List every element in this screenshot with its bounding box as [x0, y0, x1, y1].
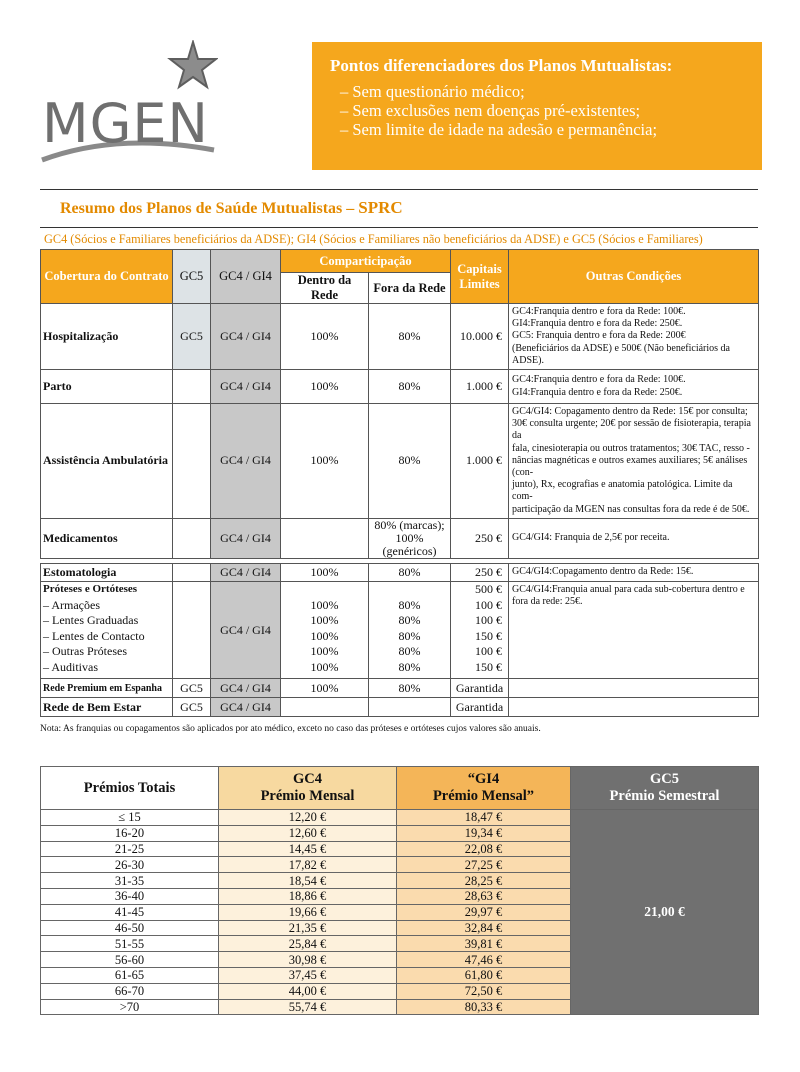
gc4-cell: GC4 / GI4 — [211, 698, 281, 717]
capital-value: 100 € — [475, 644, 502, 658]
fora-value: 80% — [398, 597, 421, 612]
gc5-cell — [173, 518, 211, 558]
gi4-premium-cell: 22,08 € — [397, 841, 571, 857]
gc5-cell — [173, 564, 211, 582]
col-fora: Fora da Rede — [369, 273, 451, 304]
outras-line: fora da rede: 25€. — [512, 596, 583, 608]
gc4-premium-cell: 55,74 € — [219, 999, 397, 1015]
outras-line: GC4/GI4: Copagamento dentro da Rede: 15€ por consulta; — [512, 406, 748, 418]
highlights-title: Pontos diferenciadores dos Planos Mutualistas: — [330, 56, 673, 75]
capital-cell: 250 € — [451, 564, 509, 582]
gc5-cell: GC5 — [173, 698, 211, 717]
fora-cell: 80% — [369, 679, 451, 698]
gc4-cell: GC4 / GI4 — [211, 304, 281, 370]
gc4-cell: GC4 / GI4 — [211, 404, 281, 519]
col-gc4-line: GC4 — [293, 771, 322, 787]
outras-cell — [509, 404, 759, 519]
capital-value: 100 € — [475, 597, 502, 612]
gi4-premium-cell: 32,84 € — [397, 920, 571, 936]
fora-cell — [369, 698, 451, 717]
gi4-premium-cell: 47,46 € — [397, 952, 571, 968]
logo-text: MGEN — [42, 92, 209, 155]
gc4-premium-cell: 12,20 € — [219, 810, 397, 826]
age-cell: 61-65 — [41, 967, 219, 983]
outras-line: GC4:Franquia dentro e fora da Rede: 100€. — [512, 306, 686, 317]
col-gi4 — [397, 767, 571, 810]
age-cell: 66-70 — [41, 983, 219, 999]
age-cell: 21-25 — [41, 841, 219, 857]
outras-line: GI4:Franquia dentro e fora da Rede: 250€. — [512, 318, 683, 330]
table-row — [41, 304, 759, 370]
capital-cell: 1.000 € — [451, 370, 509, 404]
fora-value: 80% — [398, 613, 421, 627]
gc4-cell: GC4 / GI4 — [211, 564, 281, 582]
age-cell: 36-40 — [41, 888, 219, 904]
mgen-logo — [38, 40, 218, 170]
outras-cell — [509, 679, 759, 698]
dentro-cell — [281, 698, 369, 717]
dentro-cell: 100% — [281, 564, 369, 582]
age-cell: 46-50 — [41, 920, 219, 936]
gc5-cell: GC5 — [173, 679, 211, 698]
gi4-premium-cell: 39,81 € — [397, 936, 571, 952]
outras-line: GC4:Franquia dentro e fora da Rede: 100€. — [512, 374, 686, 386]
fora-cell: 80% — [369, 370, 451, 404]
capital-value: 150 € — [475, 659, 502, 674]
gi4-premium-cell: 80,33 € — [397, 999, 571, 1015]
outras-line: GC4/GI4:Franquia anual para cada sub-cobertura dentro e — [512, 584, 745, 595]
row-label: Medicamentos — [41, 518, 173, 558]
outras-line: fala, cinesioterapia ou outros tratamentos; 30€ TAC, resso - — [512, 442, 750, 454]
gi4-premium-cell: 61,80 € — [397, 967, 571, 983]
fora-value: 80% — [398, 659, 421, 674]
age-cell: >70 — [41, 999, 219, 1015]
col-gc4 — [219, 767, 397, 810]
fora-value: 80% — [398, 644, 421, 658]
coverage-table — [40, 249, 759, 559]
footnote: Nota: As franquias ou copagamentos são aplicados por ato médico, exceto no caso das próteses e ortóteses cujos valores são anuais. — [40, 724, 541, 734]
col-gc5-line: Prémio Semestral — [609, 788, 720, 804]
section-title — [60, 198, 403, 218]
capital-cell: Garantida — [451, 679, 509, 698]
outras-line: GC5: Franquia dentro e fora da Rede: 200€ — [512, 330, 686, 342]
col-gc5: GC5 — [173, 250, 211, 304]
subitem: – Lentes Graduadas — [43, 613, 139, 627]
gc4-cell: GC4 / GI4 — [211, 518, 281, 558]
gc4-cell: GC4 / GI4 — [211, 582, 281, 679]
gi4-premium-cell: 29,97 € — [397, 904, 571, 920]
highlight-item: – Sem questionário médico; — [340, 82, 525, 101]
section-org: SPRC — [358, 198, 403, 217]
gc5-premium-cell: 21,00 € — [571, 810, 759, 1015]
col-dentro: Dentro da Rede — [281, 273, 369, 304]
fora-line: 80% (marcas); — [374, 517, 445, 532]
gi4-premium-cell: 28,25 € — [397, 873, 571, 889]
dentro-value: 100% — [310, 613, 339, 627]
table-row — [41, 582, 759, 679]
gc5-cell: GC5 — [173, 304, 211, 370]
outras-line: GC4/GI4: Franquia de 2,5€ por receita. — [512, 532, 670, 544]
premiums-table — [40, 766, 759, 1015]
highlight-item: – Sem exclusões nem doenças pré-existentes; — [340, 101, 641, 120]
outras-line: participação da MGEN nas consultas fora da rede é de 50€. — [512, 503, 750, 515]
age-cell: ≤ 15 — [41, 810, 219, 826]
subitem: – Outras Próteses — [43, 644, 127, 658]
dentro-cell — [281, 518, 369, 558]
row-label: Assistência Ambulatória — [41, 404, 173, 519]
gc4-premium-cell: 25,84 € — [219, 936, 397, 952]
gc4-premium-cell: 14,45 € — [219, 841, 397, 857]
fora-line: 100%(genéricos) — [382, 530, 437, 558]
gc5-cell — [173, 582, 211, 679]
gc5-cell — [173, 404, 211, 519]
groups-line: GC4 (Sócios e Familiares beneficiários da ADSE); GI4 (Sócios e Familiares não beneficiários da ADSE) e GC5 (Sócios e Familiares) — [44, 232, 703, 246]
col-outras: Outras Condições — [509, 250, 759, 304]
divider — [40, 189, 758, 190]
proteses-title: Próteses e Ortóteses — [43, 583, 138, 595]
dentro-cell: 100% — [281, 404, 369, 519]
gc4-premium-cell: 37,45 € — [219, 967, 397, 983]
subitem: – Armações — [43, 597, 100, 612]
outras-line: 30€ consulta urgente; 20€ por sessão de fisioterapia, terapia da — [512, 418, 751, 442]
col-gi4-line: “GI4 — [467, 771, 500, 787]
gc4-premium-cell: 12,60 € — [219, 825, 397, 841]
age-cell: 56-60 — [41, 952, 219, 968]
highlights-box — [312, 42, 762, 170]
col-cobertura: Cobertura do Contrato — [41, 250, 173, 304]
col-gc4: GC4 / GI4 — [211, 250, 281, 304]
age-cell: 16-20 — [41, 825, 219, 841]
gi4-premium-cell: 28,63 € — [397, 888, 571, 904]
col-gc5-line: GC5 — [650, 771, 679, 787]
col-capitais: Capitais Limites — [451, 250, 509, 304]
gc4-premium-cell: 18,54 € — [219, 873, 397, 889]
outras-line: (Beneficiários da ADSE) e 500€ (Não beneficiários da ADSE). — [512, 342, 730, 366]
divider — [40, 227, 758, 228]
row-label — [41, 582, 173, 679]
dentro-cell — [281, 582, 369, 679]
gc4-cell: GC4 / GI4 — [211, 679, 281, 698]
capital-cell: 10.000 € — [451, 304, 509, 370]
fora-value: 80% — [398, 628, 421, 643]
dentro-cell: 100% — [281, 304, 369, 370]
dentro-cell: 100% — [281, 370, 369, 404]
age-cell: 26-30 — [41, 857, 219, 873]
gi4-premium-cell: 72,50 € — [397, 983, 571, 999]
col-gc5 — [571, 767, 759, 810]
dentro-cell: 100% — [281, 679, 369, 698]
row-label: Estomatologia — [41, 564, 173, 582]
capital-value: 150 € — [475, 628, 502, 643]
gi4-premium-cell: 18,47 € — [397, 810, 571, 826]
table-row — [41, 564, 759, 582]
row-label: Rede Premium em Espanha — [41, 679, 173, 698]
gi4-premium-cell: 19,34 € — [397, 825, 571, 841]
capital-cell: 1.000 € — [451, 404, 509, 519]
capital-cell: 250 € — [451, 518, 509, 558]
capital-value: 500 € — [475, 582, 502, 596]
table-row — [41, 810, 759, 826]
highlights-list — [340, 82, 762, 139]
gc4-premium-cell: 17,82 € — [219, 857, 397, 873]
dentro-value: 100% — [310, 659, 339, 674]
coverage-table-2 — [40, 563, 759, 717]
outras-cell — [509, 582, 759, 679]
dentro-value: 100% — [310, 628, 339, 643]
col-comparticipacao: Comparticipação — [281, 250, 451, 273]
table-row — [41, 518, 759, 558]
section-title-text: Resumo dos Planos de Saúde Mutualistas – — [60, 200, 355, 217]
row-label: Rede de Bem Estar — [41, 698, 173, 717]
col-age: Prémios Totais — [41, 767, 219, 810]
gi4-premium-cell: 27,25 € — [397, 857, 571, 873]
capital-cell — [451, 582, 509, 679]
age-cell: 51-55 — [41, 936, 219, 952]
outras-cell — [509, 370, 759, 404]
table-row — [41, 370, 759, 404]
subitem: – Lentes de Contacto — [43, 628, 145, 643]
gc4-premium-cell: 18,86 € — [219, 888, 397, 904]
row-label: Hospitalização — [41, 304, 173, 370]
capital-value: 100 € — [475, 613, 502, 627]
outras-cell — [509, 518, 759, 558]
row-label: Parto — [41, 370, 173, 404]
dentro-value: 100% — [310, 597, 339, 612]
gc4-premium-cell: 21,35 € — [219, 920, 397, 936]
gc4-premium-cell: 19,66 € — [219, 904, 397, 920]
table-row — [41, 679, 759, 698]
table-row — [41, 404, 759, 519]
gc4-premium-cell: 30,98 € — [219, 952, 397, 968]
age-cell: 41-45 — [41, 904, 219, 920]
subitem: – Auditivas — [43, 659, 99, 674]
highlight-item: – Sem limite de idade na adesão e permanência; — [340, 120, 658, 139]
outras-line: junto), Rx, ecografias e anatomia patológica. Limite da com- — [512, 479, 733, 503]
fora-cell — [369, 518, 451, 558]
gc4-cell: GC4 / GI4 — [211, 370, 281, 404]
fora-cell: 80% — [369, 564, 451, 582]
gc4-premium-cell: 44,00 € — [219, 983, 397, 999]
fora-cell — [369, 582, 451, 679]
capital-cell: Garantida — [451, 698, 509, 717]
age-cell: 31-35 — [41, 873, 219, 889]
outras-line: nâncias magnéticas e outros exames auxiliares; 5€ análises (con- — [512, 454, 748, 479]
fora-cell: 80% — [369, 304, 451, 370]
outras-cell: GC4/GI4:Copagamento dentro da Rede: 15€. — [509, 564, 759, 582]
col-gc4-line: Prémio Mensal — [260, 788, 355, 804]
dentro-value: 100% — [310, 644, 339, 658]
table-row — [41, 698, 759, 717]
outras-cell — [509, 698, 759, 717]
outras-line: GI4:Franquia dentro e fora da Rede: 250€. — [512, 386, 683, 398]
col-gi4-line: Prémio Mensal” — [432, 788, 535, 804]
fora-cell: 80% — [369, 404, 451, 519]
outras-cell — [509, 304, 759, 370]
gc5-cell — [173, 370, 211, 404]
